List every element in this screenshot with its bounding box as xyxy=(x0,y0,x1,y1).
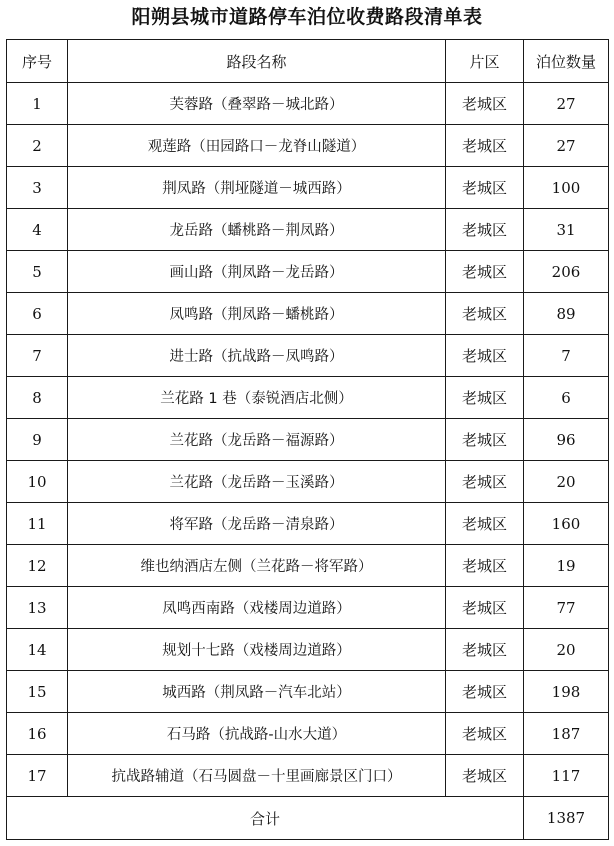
row-index: 11 xyxy=(7,503,68,545)
row-index: 13 xyxy=(7,587,68,629)
row-road-name: 将军路（龙岳路－清泉路） xyxy=(68,503,446,545)
row-index: 5 xyxy=(7,251,68,293)
table-row xyxy=(7,503,609,545)
row-spot-count: 27 xyxy=(524,83,609,125)
row-road-name: 凤鸣路（荆凤路－蟠桃路） xyxy=(68,293,446,335)
row-road-name: 龙岳路（蟠桃路－荆凤路） xyxy=(68,209,446,251)
row-road-name: 进士路（抗战路－凤鸣路） xyxy=(68,335,446,377)
row-index: 3 xyxy=(7,167,68,209)
row-index: 15 xyxy=(7,671,68,713)
table-row xyxy=(7,419,609,461)
row-spot-count: 160 xyxy=(524,503,609,545)
row-index: 2 xyxy=(7,125,68,167)
row-index: 6 xyxy=(7,293,68,335)
row-road-name: 抗战路辅道（石马圆盘－十里画廊景区门口） xyxy=(68,755,446,797)
row-spot-count: 31 xyxy=(524,209,609,251)
header-district: 片区 xyxy=(446,40,524,83)
row-road-name: 兰花路 1 巷（泰锐酒店北侧） xyxy=(68,377,446,419)
row-road-name: 规划十七路（戏楼周边道路） xyxy=(68,629,446,671)
table-row xyxy=(7,713,609,755)
row-road-name: 维也纳酒店左侧（兰花路－将军路） xyxy=(68,545,446,587)
row-spot-count: 77 xyxy=(524,587,609,629)
table-row xyxy=(7,545,609,587)
row-district: 老城区 xyxy=(446,629,524,671)
row-index: 7 xyxy=(7,335,68,377)
row-district: 老城区 xyxy=(446,167,524,209)
row-district: 老城区 xyxy=(446,671,524,713)
row-district: 老城区 xyxy=(446,125,524,167)
table-row xyxy=(7,461,609,503)
row-district: 老城区 xyxy=(446,377,524,419)
table-header-row xyxy=(7,40,609,83)
total-row xyxy=(7,797,609,840)
table-row xyxy=(7,293,609,335)
table-row xyxy=(7,629,609,671)
row-district: 老城区 xyxy=(446,545,524,587)
total-label: 合计 xyxy=(7,797,524,840)
row-index: 14 xyxy=(7,629,68,671)
row-spot-count: 6 xyxy=(524,377,609,419)
row-road-name: 观莲路（田园路口－龙脊山隧道） xyxy=(68,125,446,167)
row-road-name: 兰花路（龙岳路－福源路） xyxy=(68,419,446,461)
table-row xyxy=(7,83,609,125)
row-district: 老城区 xyxy=(446,503,524,545)
row-index: 8 xyxy=(7,377,68,419)
table-row xyxy=(7,755,609,797)
row-index: 16 xyxy=(7,713,68,755)
row-index: 4 xyxy=(7,209,68,251)
table-body xyxy=(7,83,609,797)
row-road-name: 画山路（荆凤路－龙岳路） xyxy=(68,251,446,293)
row-district: 老城区 xyxy=(446,419,524,461)
row-spot-count: 19 xyxy=(524,545,609,587)
header-index: 序号 xyxy=(7,40,68,83)
row-spot-count: 100 xyxy=(524,167,609,209)
row-district: 老城区 xyxy=(446,461,524,503)
table-row xyxy=(7,587,609,629)
row-spot-count: 89 xyxy=(524,293,609,335)
parking-road-table xyxy=(6,39,609,840)
row-spot-count: 117 xyxy=(524,755,609,797)
row-road-name: 城西路（荆凤路－汽车北站） xyxy=(68,671,446,713)
row-index: 12 xyxy=(7,545,68,587)
row-index: 1 xyxy=(7,83,68,125)
row-district: 老城区 xyxy=(446,209,524,251)
row-spot-count: 7 xyxy=(524,335,609,377)
row-district: 老城区 xyxy=(446,587,524,629)
table-row xyxy=(7,377,609,419)
table-row xyxy=(7,125,609,167)
row-district: 老城区 xyxy=(446,251,524,293)
row-spot-count: 27 xyxy=(524,125,609,167)
table-row xyxy=(7,251,609,293)
row-spot-count: 206 xyxy=(524,251,609,293)
row-index: 9 xyxy=(7,419,68,461)
row-road-name: 石马路（抗战路-山水大道） xyxy=(68,713,446,755)
row-index: 17 xyxy=(7,755,68,797)
header-road-name: 路段名称 xyxy=(68,40,446,83)
row-spot-count: 187 xyxy=(524,713,609,755)
row-district: 老城区 xyxy=(446,293,524,335)
row-district: 老城区 xyxy=(446,83,524,125)
row-road-name: 凤鸣西南路（戏楼周边道路） xyxy=(68,587,446,629)
row-road-name: 荆凤路（荆垭隧道－城西路） xyxy=(68,167,446,209)
row-index: 10 xyxy=(7,461,68,503)
row-road-name: 芙蓉路（叠翠路－城北路） xyxy=(68,83,446,125)
row-spot-count: 198 xyxy=(524,671,609,713)
row-district: 老城区 xyxy=(446,335,524,377)
table-row xyxy=(7,335,609,377)
row-road-name: 兰花路（龙岳路－玉溪路） xyxy=(68,461,446,503)
row-spot-count: 20 xyxy=(524,461,609,503)
row-district: 老城区 xyxy=(446,755,524,797)
row-spot-count: 96 xyxy=(524,419,609,461)
header-spot-count: 泊位数量 xyxy=(524,40,609,83)
total-value: 1387 xyxy=(524,797,609,840)
table-row xyxy=(7,671,609,713)
row-district: 老城区 xyxy=(446,713,524,755)
row-spot-count: 20 xyxy=(524,629,609,671)
table-row xyxy=(7,209,609,251)
table-row xyxy=(7,167,609,209)
document-title: 阳朔县城市道路停车泊位收费路段清单表 xyxy=(131,6,483,28)
